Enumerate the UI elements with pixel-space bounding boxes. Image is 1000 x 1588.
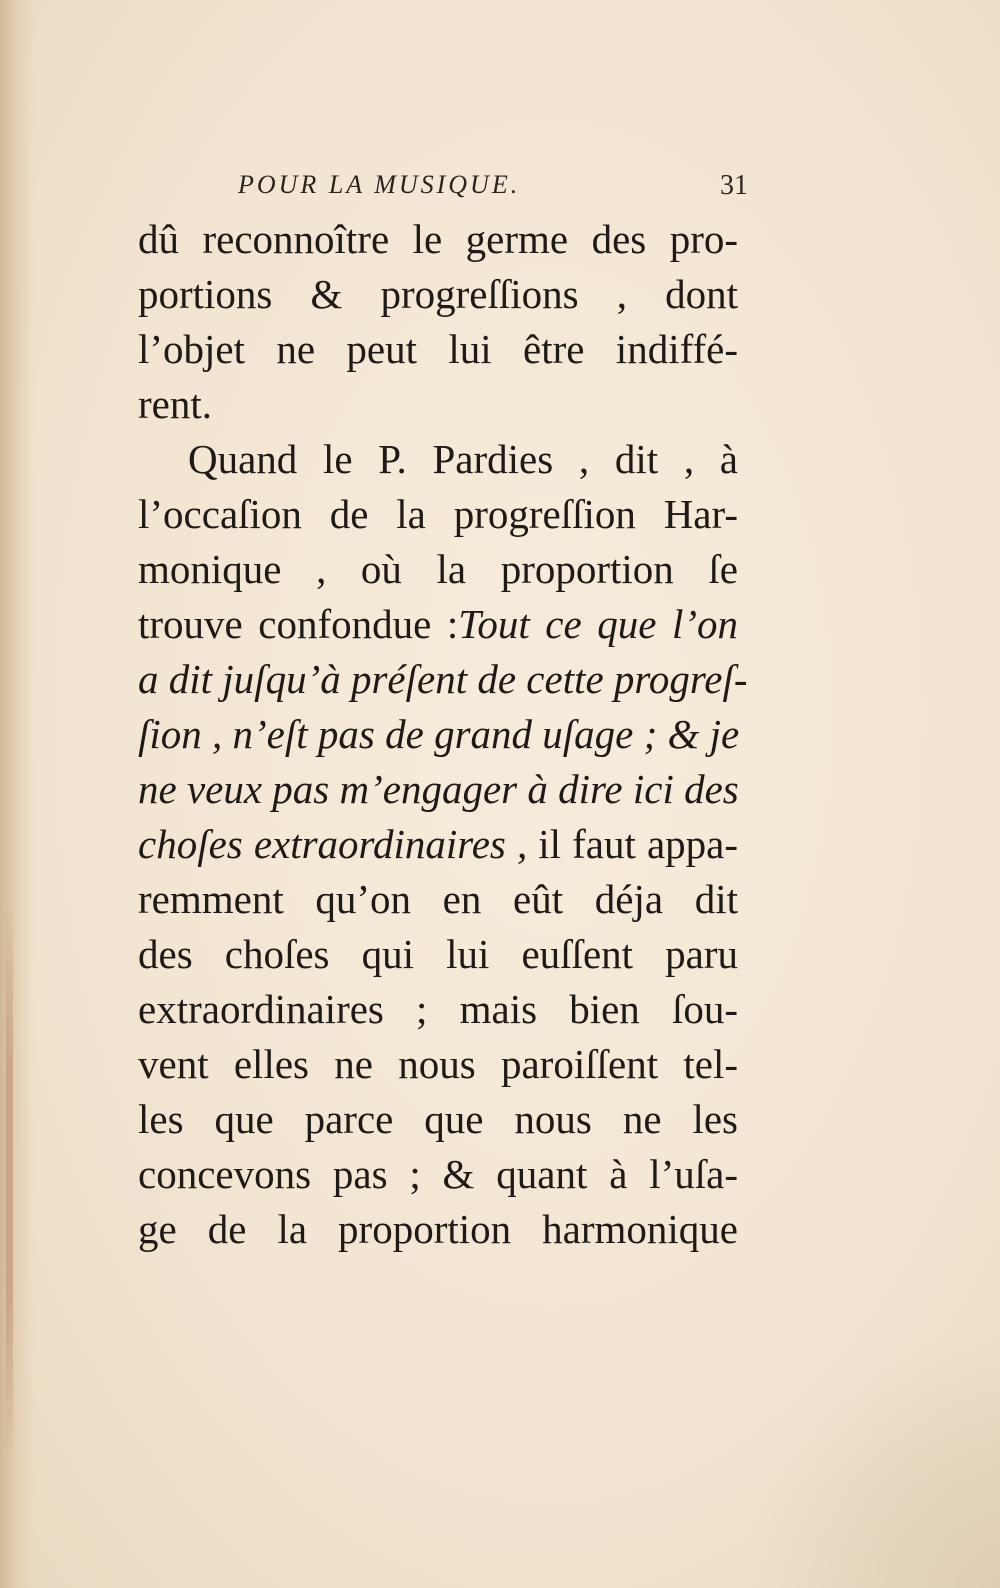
page-header	[238, 170, 748, 206]
text-line: extraordinaires ; mais bien ſou-	[138, 986, 738, 1032]
text-segment: trouve confondue :	[138, 601, 459, 647]
text-line: rent.	[138, 381, 212, 427]
italic-quote-line: ſion , n’eſt pas de grand uſage ; & je	[138, 711, 740, 757]
text-line: portions & progreſſions , dont	[138, 271, 738, 317]
text-line: monique , où la proportion ſe	[138, 546, 738, 592]
text-line: ge de la proportion harmonique	[138, 1206, 738, 1252]
binding-stain	[6, 900, 13, 1460]
text-line: l’objet ne peut lui être indiffé-	[138, 326, 738, 372]
text-line: dû reconnoître le germe des pro-	[138, 216, 738, 262]
paragraph-start-line: Quand le P. Pardies , dit , à	[188, 436, 738, 482]
mixed-line	[138, 597, 738, 652]
text-line: l’occaſion de la progreſſion Har-	[138, 491, 738, 537]
text-segment: il faut appa-	[538, 821, 739, 867]
italic-quote-line: a dit juſqu’à préſent de cette progreſ-	[138, 656, 748, 702]
italic-quote-segment: Tout ce que l’on	[458, 601, 738, 647]
body-text	[138, 212, 748, 1257]
page-number: 31	[720, 170, 748, 201]
text-line: les que parce que nous ne les	[138, 1096, 738, 1142]
italic-quote-line: ne veux pas m’engager à dire ici des	[138, 766, 739, 812]
text-line: concevons pas ; & quant à l’uſa-	[138, 1151, 738, 1197]
text-line: des choſes qui lui euſſent paru	[138, 931, 738, 977]
corner-stain	[740, 1328, 1000, 1588]
text-line: remment qu’on en eût déja dit	[138, 876, 738, 922]
text-line: vent elles ne nous paroiſſent tel-	[138, 1041, 738, 1087]
italic-quote-segment: choſes extraordinaires ,	[138, 821, 528, 867]
mixed-line	[138, 817, 738, 872]
running-head: POUR LA MUSIQUE.	[238, 170, 521, 199]
